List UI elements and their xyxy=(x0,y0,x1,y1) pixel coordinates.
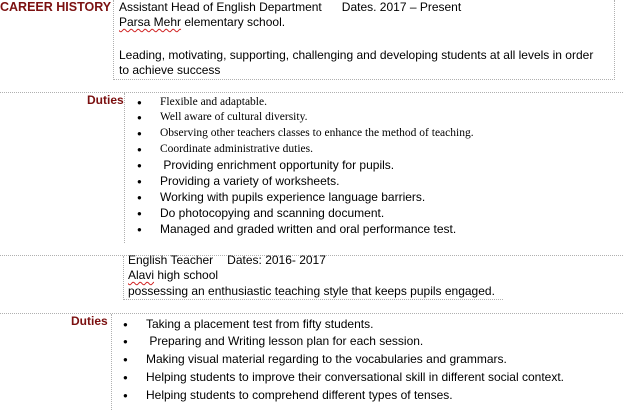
bullet-icon: ● xyxy=(137,177,142,186)
job2-school-rest: high school xyxy=(154,268,219,282)
duties2-item: Helping students to comprehend different types of tenses. xyxy=(146,388,453,402)
bullet-icon: ● xyxy=(123,373,128,382)
job2-dates: Dates: 2016- 2017 xyxy=(227,253,326,267)
bullet-icon: ● xyxy=(123,355,128,364)
bullet-icon: ● xyxy=(137,145,142,154)
job1-left-rule xyxy=(113,0,114,80)
job1-title-line xyxy=(119,0,461,15)
bullet-icon: ● xyxy=(137,209,142,218)
duties1-item: Providing a variety of worksheets. xyxy=(160,174,340,188)
job2-title: English Teacher xyxy=(128,253,214,267)
duties1-item: Working with pupils experience language barriers. xyxy=(160,190,426,204)
job1-bottom-rule xyxy=(113,79,615,80)
job1-summary-line2: to achieve success xyxy=(119,63,221,77)
duties1-left-rule xyxy=(124,93,125,243)
job1-right-rule xyxy=(614,0,615,80)
duties2-item: Preparing and Writing lesson plan for each session. xyxy=(146,334,424,348)
duties1-item: Do photocopying and scanning document. xyxy=(160,206,385,220)
duties1-item: Flexible and adaptable. xyxy=(160,96,267,108)
bullet-icon: ● xyxy=(137,129,142,138)
job2-school-line xyxy=(128,268,218,283)
duties2-item: Helping students to improve their conversational skill in different social context. xyxy=(146,370,564,384)
duties1-item: Observing other teachers classes to enhance the method of teaching. xyxy=(160,127,474,139)
job2-school-name: Alavi xyxy=(128,268,155,282)
bullet-icon: ● xyxy=(137,193,142,202)
duties1-item: Coordinate administrative duties. xyxy=(160,143,313,155)
job1-title: Assistant Head of English Department xyxy=(119,0,322,14)
bullet-icon: ● xyxy=(137,98,142,107)
career-history-label: CAREER HISTORY xyxy=(0,0,112,14)
duties1-label: Duties xyxy=(87,93,124,107)
duties2-item: Taking a placement test from fifty students. xyxy=(146,317,374,331)
duties1-item: Well aware of cultural diversity. xyxy=(160,111,308,123)
job2-left-rule xyxy=(123,256,124,300)
bullet-icon: ● xyxy=(137,225,142,234)
job2-title-line xyxy=(128,253,326,268)
job1-school-line xyxy=(119,15,285,30)
duties2-left-rule xyxy=(111,314,112,410)
duties1-item: Providing enrichment opportunity for pupils. xyxy=(160,158,395,172)
job1-school-name: Parsa Mehr xyxy=(119,15,182,29)
duties2-item: Making visual material regarding to the vocabularies and grammars. xyxy=(146,352,507,366)
job1-dates: Dates. 2017 – Present xyxy=(341,0,462,14)
job2-bottom-rule xyxy=(123,299,503,300)
bullet-icon: ● xyxy=(137,113,142,122)
job1-school-rest: elementary school. xyxy=(181,15,286,29)
job2-summary: possessing an enthusiastic teaching style that keeps pupils engaged. xyxy=(128,284,495,298)
duties2-label: Duties xyxy=(71,314,108,328)
job1-summary-line1: Leading, motivating, supporting, challenging and developing students at all levels in order xyxy=(119,48,594,62)
duties1-item: Managed and graded written and oral performance test. xyxy=(160,222,457,236)
bullet-icon: ● xyxy=(123,337,128,346)
bullet-icon: ● xyxy=(123,391,128,400)
bullet-icon: ● xyxy=(123,320,128,329)
bullet-icon: ● xyxy=(137,161,142,170)
